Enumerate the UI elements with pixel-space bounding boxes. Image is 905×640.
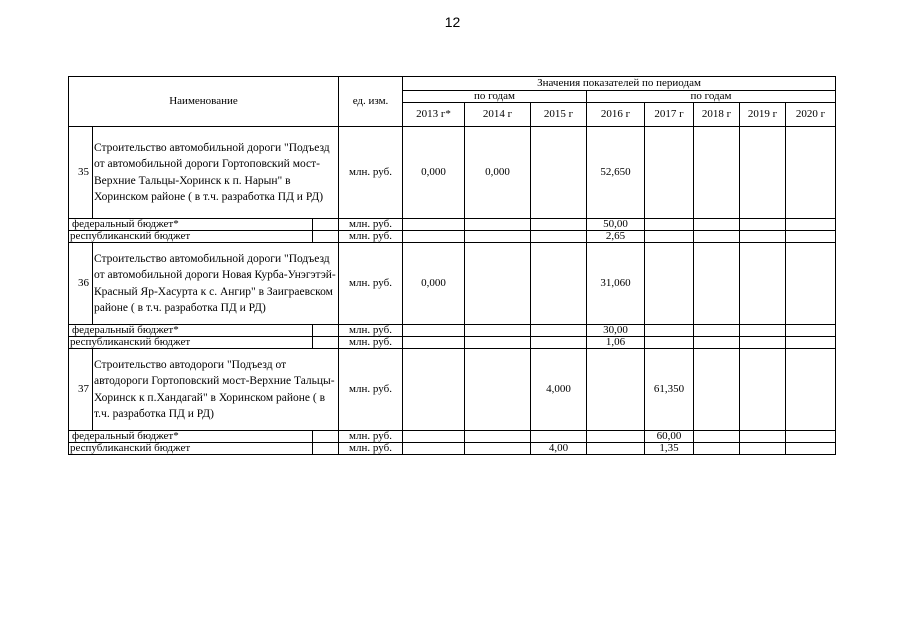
spacer-cell bbox=[313, 219, 339, 231]
value-cell bbox=[645, 325, 694, 337]
value-cell bbox=[740, 325, 786, 337]
value-cell bbox=[694, 431, 740, 443]
value-cell bbox=[645, 243, 694, 325]
table-row bbox=[69, 243, 836, 325]
value-cell bbox=[786, 431, 836, 443]
page-number: 12 bbox=[444, 14, 461, 30]
value-cell bbox=[465, 243, 531, 325]
federal-budget-label: федеральный бюджет* bbox=[69, 325, 313, 337]
value-cell: 50,00 bbox=[587, 219, 645, 231]
republic-budget-row bbox=[69, 231, 836, 243]
header-periods: Значения показателей по периодам bbox=[403, 77, 836, 91]
object-name: Строительство автомобильной дороги "Подъезд от автомобильной дороги Новая Курба-Унэгэтэй-Красный Яр-Хасурта к с. Ангир" в Заиграевском районе ( в т.ч. разработка ПД и РД) bbox=[93, 243, 339, 325]
value-cell: 60,00 bbox=[645, 431, 694, 443]
value-cell bbox=[786, 325, 836, 337]
value-cell bbox=[403, 443, 465, 455]
value-cell bbox=[403, 337, 465, 349]
spacer-cell bbox=[313, 431, 339, 443]
value-cell: 61,350 bbox=[645, 349, 694, 431]
republic-budget-label: республиканский бюджет bbox=[69, 231, 313, 243]
federal-budget-row bbox=[69, 219, 836, 231]
value-cell: 2,65 bbox=[587, 231, 645, 243]
header-year: 2017 г bbox=[645, 103, 694, 127]
value-cell bbox=[786, 231, 836, 243]
value-cell bbox=[465, 443, 531, 455]
value-cell bbox=[694, 443, 740, 455]
value-cell bbox=[403, 325, 465, 337]
header-by-years-1: по годам bbox=[403, 91, 587, 103]
federal-budget-label: федеральный бюджет* bbox=[69, 431, 313, 443]
republic-budget-label: республиканский бюджет bbox=[69, 443, 313, 455]
value-cell bbox=[531, 431, 587, 443]
value-cell bbox=[465, 219, 531, 231]
unit: млн. руб. bbox=[339, 431, 403, 443]
unit: млн. руб. bbox=[339, 127, 403, 219]
value-cell bbox=[786, 349, 836, 431]
value-cell bbox=[645, 231, 694, 243]
value-cell: 30,00 bbox=[587, 325, 645, 337]
value-cell bbox=[694, 349, 740, 431]
value-cell bbox=[786, 127, 836, 219]
value-cell bbox=[587, 431, 645, 443]
value-cell bbox=[740, 219, 786, 231]
value-cell bbox=[403, 231, 465, 243]
value-cell bbox=[740, 231, 786, 243]
header-year: 2018 г bbox=[694, 103, 740, 127]
value-cell: 1,35 bbox=[645, 443, 694, 455]
header-unit: ед. изм. bbox=[339, 77, 403, 127]
value-cell bbox=[740, 349, 786, 431]
value-cell bbox=[531, 243, 587, 325]
header-name: Наименование bbox=[69, 77, 339, 127]
federal-budget-row bbox=[69, 431, 836, 443]
unit: млн. руб. bbox=[339, 349, 403, 431]
federal-budget-label: федеральный бюджет* bbox=[69, 219, 313, 231]
unit: млн. руб. bbox=[339, 243, 403, 325]
value-cell: 0,000 bbox=[403, 243, 465, 325]
value-cell bbox=[531, 337, 587, 349]
row-number: 36 bbox=[69, 243, 93, 325]
value-cell bbox=[465, 431, 531, 443]
value-cell bbox=[740, 337, 786, 349]
unit: млн. руб. bbox=[339, 325, 403, 337]
value-cell bbox=[465, 231, 531, 243]
spacer-cell bbox=[313, 231, 339, 243]
value-cell: 1,06 bbox=[587, 337, 645, 349]
value-cell bbox=[786, 243, 836, 325]
value-cell bbox=[645, 219, 694, 231]
value-cell bbox=[403, 349, 465, 431]
value-cell bbox=[645, 127, 694, 219]
header-year: 2015 г bbox=[531, 103, 587, 127]
unit: млн. руб. bbox=[339, 443, 403, 455]
value-cell bbox=[465, 337, 531, 349]
value-cell bbox=[694, 337, 740, 349]
indicators-table bbox=[68, 76, 836, 455]
header-year: 2014 г bbox=[465, 103, 531, 127]
value-cell: 0,000 bbox=[403, 127, 465, 219]
value-cell bbox=[694, 325, 740, 337]
unit: млн. руб. bbox=[339, 337, 403, 349]
value-cell bbox=[786, 219, 836, 231]
value-cell bbox=[694, 243, 740, 325]
value-cell bbox=[645, 337, 694, 349]
value-cell bbox=[465, 325, 531, 337]
republic-budget-label: республиканский бюджет bbox=[69, 337, 313, 349]
value-cell bbox=[403, 219, 465, 231]
value-cell bbox=[694, 231, 740, 243]
table-row bbox=[69, 349, 836, 431]
value-cell: 4,00 bbox=[531, 443, 587, 455]
table-row bbox=[69, 127, 836, 219]
value-cell bbox=[465, 349, 531, 431]
header-by-years-2: по годам bbox=[587, 91, 836, 103]
value-cell: 4,000 bbox=[531, 349, 587, 431]
row-number: 35 bbox=[69, 127, 93, 219]
value-cell: 52,650 bbox=[587, 127, 645, 219]
value-cell bbox=[740, 443, 786, 455]
value-cell: 31,060 bbox=[587, 243, 645, 325]
header-year: 2020 г bbox=[786, 103, 836, 127]
republic-budget-row bbox=[69, 337, 836, 349]
spacer-cell bbox=[313, 325, 339, 337]
object-name: Строительство автомобильной дороги "Подъезд от автомобильной дороги Гортоповский мост-Верхние Тальцы-Хоринск к п. Нарын" в Хоринском районе ( в т.ч. разработка ПД и РД) bbox=[93, 127, 339, 219]
row-number: 37 bbox=[69, 349, 93, 431]
spacer-cell bbox=[313, 443, 339, 455]
object-name: Строительство автодороги "Подъезд от автодороги Гортоповский мост-Верхние Тальцы-Хоринск к п.Хандагай" в Хоринском районе ( в т.ч. разработка ПД и РД) bbox=[93, 349, 339, 431]
unit: млн. руб. bbox=[339, 231, 403, 243]
value-cell bbox=[403, 431, 465, 443]
federal-budget-row bbox=[69, 325, 836, 337]
value-cell: 0,000 bbox=[465, 127, 531, 219]
value-cell bbox=[786, 443, 836, 455]
value-cell bbox=[531, 219, 587, 231]
header-year: 2013 г* bbox=[403, 103, 465, 127]
spacer-cell bbox=[313, 337, 339, 349]
value-cell bbox=[531, 325, 587, 337]
header-year: 2016 г bbox=[587, 103, 645, 127]
value-cell bbox=[740, 243, 786, 325]
value-cell bbox=[740, 431, 786, 443]
republic-budget-row bbox=[69, 443, 836, 455]
value-cell bbox=[531, 231, 587, 243]
value-cell bbox=[587, 349, 645, 431]
value-cell bbox=[786, 337, 836, 349]
unit: млн. руб. bbox=[339, 219, 403, 231]
value-cell bbox=[587, 443, 645, 455]
value-cell bbox=[531, 127, 587, 219]
value-cell bbox=[740, 127, 786, 219]
value-cell bbox=[694, 127, 740, 219]
value-cell bbox=[694, 219, 740, 231]
header-year: 2019 г bbox=[740, 103, 786, 127]
